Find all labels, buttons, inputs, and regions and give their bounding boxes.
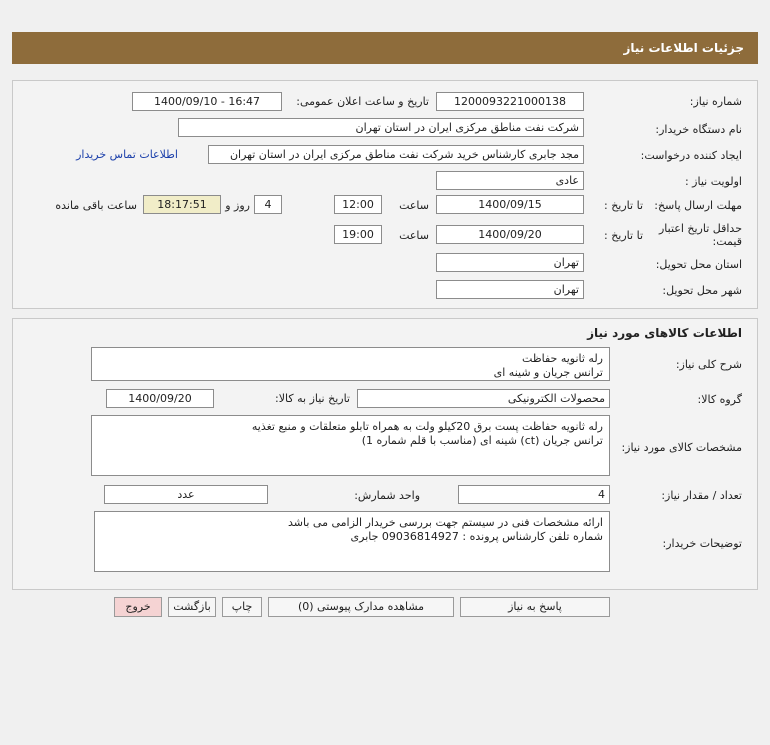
general-desc-line-1: رله ثانویه حفاظت	[522, 352, 603, 365]
province-label: استان محل تحویل:	[655, 258, 742, 271]
price-date-field: 1400/09/20	[436, 225, 584, 244]
buyer-notes-label: توضیحات خریدار:	[662, 537, 742, 550]
announce-date-field: 1400/09/10 - 16:47	[132, 92, 282, 111]
specs-label: مشخصات کالای مورد نیاز:	[621, 441, 742, 454]
goods-group-field: محصولات الکترونیکی	[357, 389, 610, 408]
need-number-field: 1200093221000138	[436, 92, 584, 111]
need-date-label: تاریخ نیاز به کالا:	[275, 392, 350, 405]
reply-deadline-label: مهلت ارسال پاسخ:	[654, 199, 742, 212]
reply-date-field: 1400/09/15	[436, 195, 584, 214]
reply-button[interactable]: پاسخ به نیاز	[460, 597, 610, 617]
buyer-contact-link[interactable]: اطلاعات تماس خریدار	[76, 148, 178, 161]
price-validity-label: حداقل تاریخ اعتبار قیمت:	[658, 222, 742, 248]
price-time-label: ساعت	[399, 229, 429, 242]
buyer-label: نام دستگاه خریدار:	[655, 123, 742, 136]
need-number-label: شماره نیاز:	[689, 95, 742, 108]
back-button[interactable]: بازگشت	[168, 597, 216, 617]
general-desc-field	[91, 347, 610, 381]
creator-label: ایجاد کننده درخواست:	[640, 149, 742, 162]
remaining-time-field: 18:17:51	[143, 195, 221, 214]
unit-label: واحد شمارش:	[354, 489, 420, 502]
announce-date-label: تاریخ و ساعت اعلان عمومی:	[296, 95, 429, 108]
page-title: جزئیات اطلاعات نیاز	[623, 41, 744, 55]
need-date-field: 1400/09/20	[106, 389, 214, 408]
general-desc-label: شرح کلی نیاز:	[675, 358, 742, 371]
reply-time-label: ساعت	[399, 199, 429, 212]
buyer-notes-line-2: شماره تلفن کارشناس پرونده : 09036814927 جابری	[350, 530, 603, 543]
goods-section-title: اطلاعات کالاهای مورد نیاز	[587, 326, 742, 340]
days-label: روز و	[225, 199, 250, 212]
reply-until-date-label: تا تاریخ :	[604, 199, 643, 212]
priority-label: اولویت نیاز :	[684, 175, 742, 188]
print-button[interactable]: چاپ	[222, 597, 262, 617]
reply-time-field: 12:00	[334, 195, 382, 214]
quantity-field: 4	[458, 485, 610, 504]
goods-group-label: گروه کالا:	[697, 393, 742, 406]
exit-button[interactable]: خروج	[114, 597, 162, 617]
city-label: شهر محل تحویل:	[662, 284, 742, 297]
page-header	[12, 32, 758, 64]
specs-line-2: ترانس جریان (ct) شینه ای (مناسب با قلم شماره 1)	[361, 434, 603, 447]
remaining-time-label: ساعت باقی مانده	[55, 199, 137, 212]
general-desc-line-2: ترانس جریان و شینه ای	[493, 366, 603, 379]
view-attachments-button[interactable]: مشاهده مدارک پیوستی (0)	[268, 597, 454, 617]
buyer-field: شرکت نفت مناطق مرکزی ایران در استان تهران	[178, 118, 584, 137]
specs-line-1: رله ثانویه حفاظت پست برق 20کیلو ولت به همراه تابلو متعلقات و منبع تغذیه	[251, 420, 603, 433]
priority-field: عادی	[436, 171, 584, 190]
buyer-notes-field	[94, 511, 610, 572]
creator-field: مجد جابری کارشناس خرید شرکت نفت مناطق مرکزی ایران در استان تهران	[208, 145, 584, 164]
buyer-notes-line-1: ارائه مشخصات فنی در سیستم جهت بررسی خریدار الزامی می باشد	[288, 516, 603, 529]
city-field: تهران	[436, 280, 584, 299]
price-time-field: 19:00	[334, 225, 382, 244]
quantity-label: تعداد / مقدار نیاز:	[661, 489, 742, 502]
days-remaining-field: 4	[254, 195, 282, 214]
details-panel	[12, 80, 758, 309]
price-until-date-label: تا تاریخ :	[604, 229, 643, 242]
specs-field	[91, 415, 610, 476]
unit-field: عدد	[104, 485, 268, 504]
province-field: تهران	[436, 253, 584, 272]
